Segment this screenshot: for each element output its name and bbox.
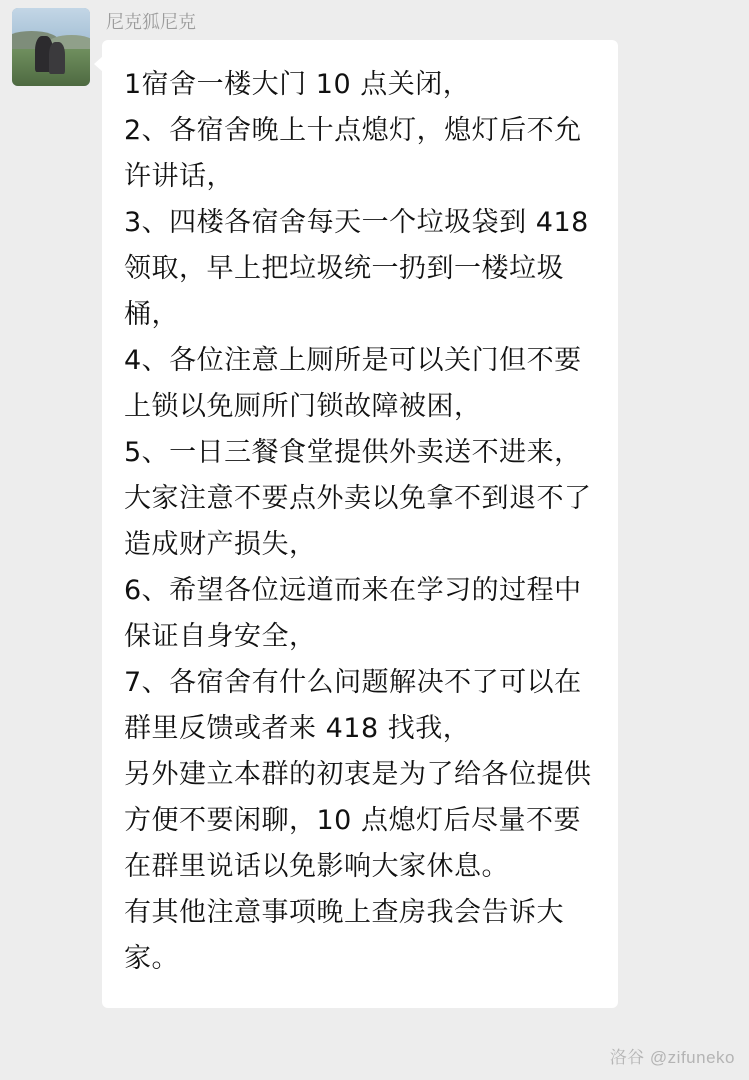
message-line: 3、四楼各宿舍每天一个垃圾袋到 418 领取，早上把垃圾统一扔到一楼垃圾桶，: [124, 207, 589, 330]
sender-name: 尼克狐尼克: [106, 12, 196, 32]
avatar[interactable]: [12, 8, 90, 86]
message-line: 有其他注意事项晚上查房我会告诉大家。: [124, 897, 564, 974]
message-line: 7、各宿舍有什么问题解决不了可以在群里反馈或者来 418 找我，: [124, 667, 582, 744]
avatar-person-right: [49, 42, 65, 73]
message-line: 6、希望各位远道而来在学习的过程中保证自身安全，: [124, 575, 582, 652]
message-column: [102, 8, 618, 1008]
watermark: 洛谷 @zifuneko: [609, 1048, 735, 1067]
message-bubble[interactable]: [102, 40, 618, 1008]
message-line: 另外建立本群的初衷是为了给各位提供方便不要闲聊，10 点熄灯后尽量不要在群里说话以免影响大家休息。: [124, 759, 592, 882]
message-line: 1宿舍一楼大门 10 点关闭，: [124, 69, 471, 100]
message-line: 5、一日三餐食堂提供外卖送不进来，大家注意不要点外卖以免拿不到退不了造成财产损失，: [124, 437, 592, 560]
message-line: 4、各位注意上厕所是可以关门但不要上锁以免厕所门锁故障被困，: [124, 345, 582, 422]
message-line: 2、各宿舍晚上十点熄灯，熄灯后不允许讲话，: [124, 115, 582, 192]
